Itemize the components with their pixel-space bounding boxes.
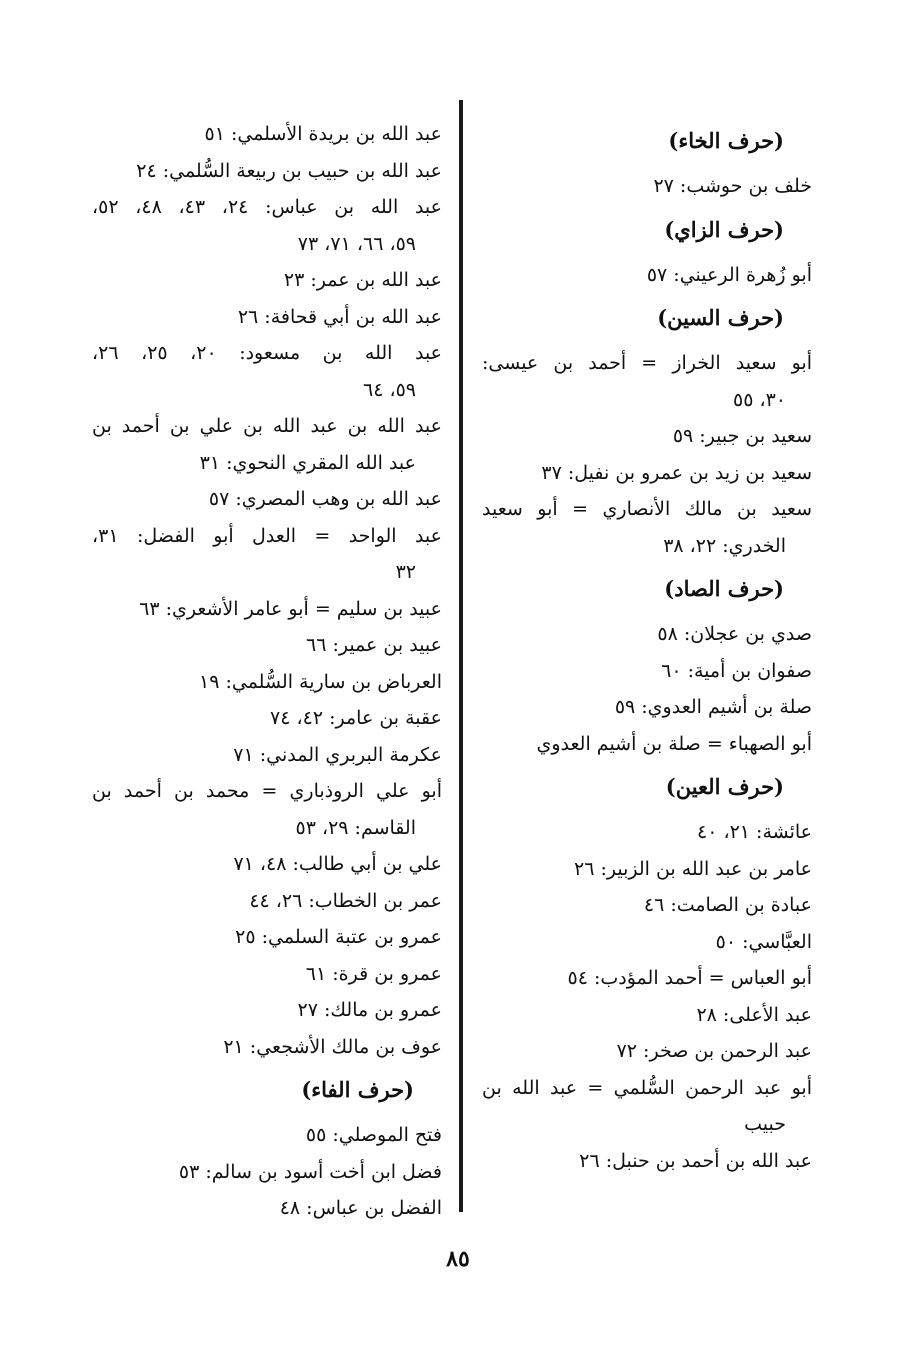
- index-column-left: [92, 116, 442, 1227]
- index-entry: عبيد بن عمير: ٦٦: [305, 634, 442, 656]
- index-entry: صدي بن عجلان: ٥٨: [657, 623, 812, 645]
- index-entry: عبد الله بن حبيب بن ربيعة السُّلمي: ٢٤: [136, 159, 442, 182]
- index-entry: عمرو بن مالك: ٢٧: [297, 999, 442, 1021]
- index-entry: عكرمة البربري المدني: ٧١: [233, 743, 442, 766]
- index-entry: [482, 491, 812, 564]
- entry-text: عبد الله بن عبد الله بن علي بن أحمد بن: [92, 415, 442, 437]
- entry-continuation: عبد الله المقري النحوي: ٣١: [199, 451, 416, 474]
- entry-text: أبو علي الروذباري = محمد بن أحمد بن: [92, 780, 442, 802]
- index-entry: عبد الأعلى: ٢٨: [696, 1003, 812, 1026]
- entry-continuation: ٣٢: [395, 561, 416, 583]
- entry-text: أبو عبد الرحمن السُّلمي = عبد الله بن: [482, 1076, 812, 1099]
- index-entry: عبد الله بن وهب المصري: ٥٧: [208, 488, 442, 510]
- entry-continuation: ٥٩، ٦٦، ٧١، ٧٣: [297, 232, 416, 255]
- index-entry: سعيد بن زيد بن عمرو بن نفيل: ٣٧: [541, 461, 812, 484]
- entry-continuation: ٣٠، ٥٥: [732, 388, 786, 411]
- index-entry: [92, 335, 442, 408]
- index-entry: [92, 189, 442, 262]
- index-entry: عمرو بن عتبة السلمي: ٢٥: [235, 926, 442, 948]
- index-entry: عبيد بن سليم = أبو عامر الأشعري: ٦٣: [139, 597, 442, 620]
- index-entry: عوف بن مالك الأشجعي: ٢١: [223, 1035, 442, 1058]
- index-entry: [92, 518, 442, 591]
- index-entry: عامر بن عبد الله بن الزبير: ٢٦: [574, 857, 812, 880]
- column-divider: [459, 100, 463, 1212]
- index-entry: فتح الموصلي: ٥٥: [305, 1124, 442, 1146]
- index-entry: العرباض بن سارية السُّلمي: ١٩: [199, 670, 442, 693]
- entry-text: عبد الله بن مسعود: ٢٠، ٢٥، ٢٦،: [92, 342, 443, 364]
- index-entry: عبد الرحمن بن صخر: ٧٢: [616, 1040, 812, 1062]
- section-heading: (حرف الفاء): [301, 1077, 414, 1102]
- index-entry: أبو زُهرة الرعيني: ٥٧: [646, 263, 812, 286]
- index-entry: عبد الله بن بريدة الأسلمي: ٥١: [204, 123, 442, 145]
- section-heading: (حرف الزاي): [664, 216, 784, 242]
- index-entry: أبو الصهباء = صلة بن أشيم العدوي: [536, 732, 812, 755]
- index-column-right: [482, 116, 812, 1179]
- index-entry: خلف بن حوشب: ٢٧: [653, 175, 812, 197]
- index-entry: صلة بن أشيم العدوي: ٥٩: [614, 696, 812, 718]
- page-number: ٨٥: [446, 1246, 470, 1272]
- entry-text: عبد الواحد = العدل أبو الفضل: ٣١،: [92, 524, 442, 547]
- entry-text: سعيد بن مالك الأنصاري = أبو سعيد: [482, 498, 812, 520]
- index-entry: علي بن أبي طالب: ٤٨، ٧١: [233, 853, 442, 875]
- entry-continuation: القاسم: ٢٩، ٥٣: [295, 816, 416, 839]
- index-entry: عقبة بن عامر: ٤٢، ٧٤: [270, 707, 442, 729]
- index-entry: [482, 1070, 812, 1143]
- index-entry: عبد الله بن أحمد بن حنبل: ٢٦: [579, 1149, 812, 1172]
- index-entry: عمرو بن قرة: ٦١: [305, 962, 442, 985]
- index-entry: عائشة: ٢١، ٤٠: [696, 821, 812, 843]
- section-heading: (حرف الصاد): [664, 576, 784, 601]
- section-heading: (حرف العين): [665, 774, 784, 799]
- index-entry: الفضل بن عباس: ٤٨: [279, 1197, 442, 1219]
- section-heading: (حرف السين): [657, 305, 784, 330]
- section-heading: (حرف الخاء): [668, 128, 784, 153]
- index-entry: صفوان بن أمية: ٦٠: [661, 659, 812, 682]
- index-entry: أبو العباس = أحمد المؤدب: ٥٤: [567, 967, 812, 989]
- index-entry: فضل ابن أخت أسود بن سالم: ٥٣: [178, 1160, 442, 1183]
- index-entry: العبَّاسي: ٥٠: [715, 930, 812, 953]
- index-entry: عبد الله بن عمر: ٢٣: [283, 269, 442, 291]
- index-entry: [92, 773, 442, 846]
- entry-continuation: الخدري: ٢٢، ٣٨: [663, 534, 786, 557]
- index-entry: عبادة بن الصامت: ٤٦: [643, 894, 812, 916]
- index-entry: عمر بن الخطاب: ٢٦، ٤٤: [249, 889, 442, 912]
- entry-continuation: ٥٩، ٦٤: [362, 378, 416, 401]
- index-entry: عبد الله بن أبي قحافة: ٢٦: [237, 305, 442, 328]
- entry-continuation: حبيب: [744, 1113, 786, 1135]
- entry-text: عبد الله بن عباس: ٢٤، ٤٣، ٤٨، ٥٢،: [92, 196, 442, 218]
- index-entry: سعيد بن جبير: ٥٩: [672, 425, 812, 447]
- entry-text: أبو سعيد الخراز = أحمد بن عيسى:: [482, 352, 812, 374]
- index-entry: [92, 408, 442, 481]
- index-entry: [482, 345, 812, 418]
